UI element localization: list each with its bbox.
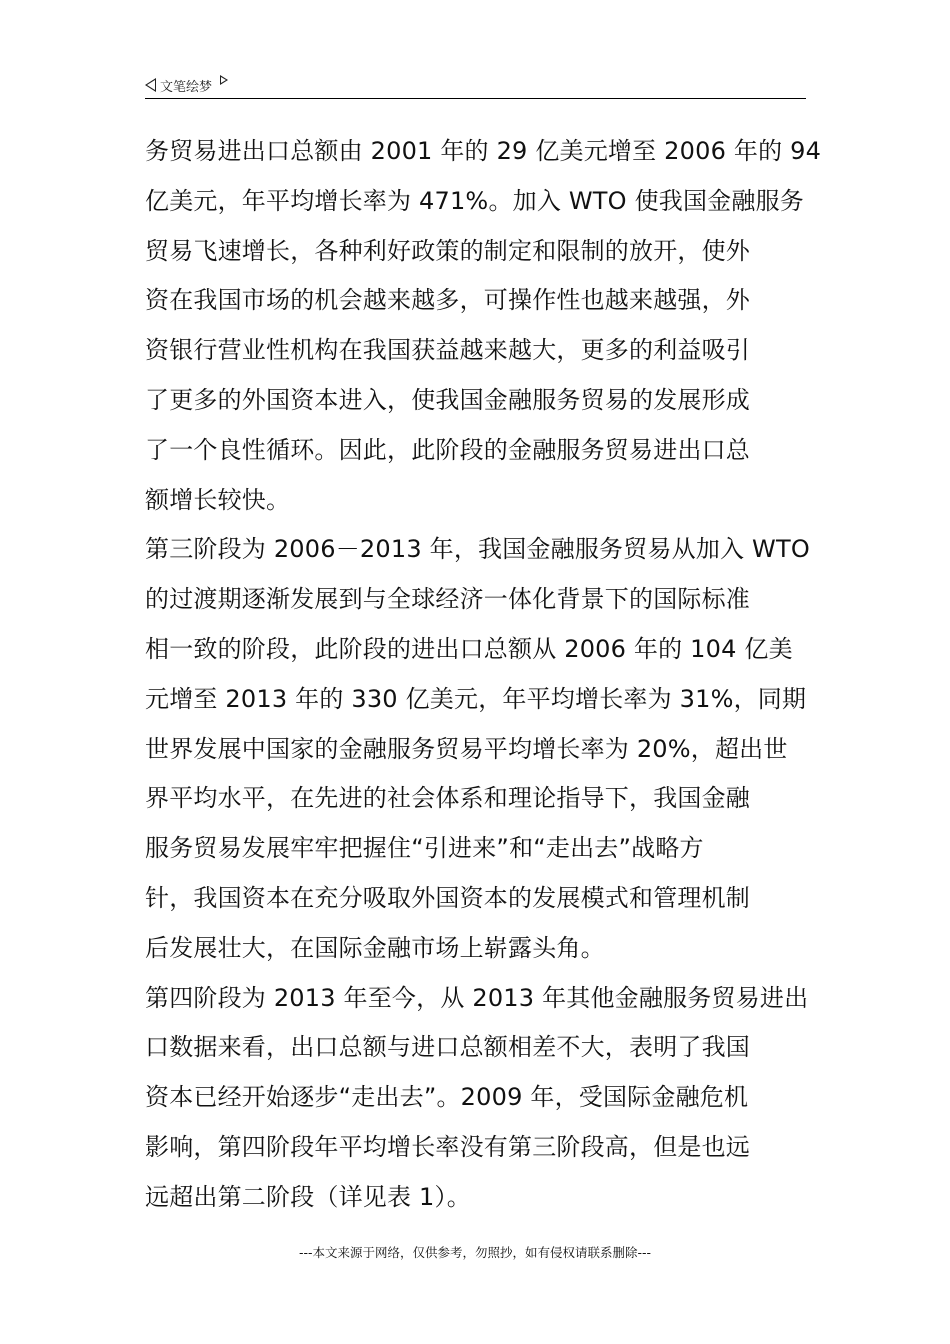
text-line: 额增长较快。 bbox=[145, 485, 291, 514]
text-line: 世界发展中国家的金融服务贸易平均增长率为 20%，超出世 bbox=[145, 734, 788, 763]
text-line: 第四阶段为 2013 年至今，从 2013 年其他金融服务贸易进出 bbox=[145, 983, 809, 1012]
text-line: 后发展壮大，在国际金融市场上崭露头角。 bbox=[145, 933, 605, 962]
text-line: 相一致的阶段，此阶段的进出口总额从 2006 年的 104 亿美 bbox=[145, 634, 793, 663]
body-text bbox=[145, 127, 822, 1223]
text-line: 务贸易进出口总额由 2001 年的 29 亿美元增至 2006 年的 94 bbox=[145, 137, 822, 165]
header-title: 文笔绘梦 bbox=[160, 79, 213, 95]
header-divider bbox=[145, 98, 806, 99]
text-line: 界平均水平，在先进的社会体系和理论指导下，我国金融 bbox=[145, 784, 750, 813]
text-line: 资银行营业性机构在我国获益越来越大，更多的利益吸引 bbox=[145, 336, 750, 365]
text-line: 第三阶段为 2006－2013 年，我国金融服务贸易从加入 WTO bbox=[145, 535, 810, 564]
text-line: 口数据来看，出口总额与进口总额相差不大，表明了我国 bbox=[145, 1033, 750, 1062]
text-line: 资本已经开始逐步“走出去”。2009 年，受国际金融危机 bbox=[145, 1083, 749, 1112]
text-line: 的过渡期逐渐发展到与全球经济一体化背景下的国际标准 bbox=[145, 585, 750, 614]
triangle-left-icon bbox=[145, 78, 156, 92]
text-line: 影响，第四阶段年平均增长率没有第三阶段高，但是也远 bbox=[145, 1132, 750, 1161]
text-line: 元增至 2013 年的 330 亿美元，年平均增长率为 31%，同期 bbox=[145, 684, 807, 713]
text-line: 了更多的外国资本进入，使我国金融服务贸易的发展形成 bbox=[145, 385, 750, 414]
text-line: 远超出第二阶段（详见表 1）。 bbox=[145, 1182, 471, 1211]
text-line: 亿美元，年平均增长率为 471%。加入 WTO 使我国金融服务 bbox=[145, 186, 804, 215]
text-line: 了一个良性循环。因此，此阶段的金融服务贸易进出口总 bbox=[145, 435, 750, 464]
text-line: 针，我国资本在充分吸取外国资本的发展模式和管理机制 bbox=[145, 883, 750, 912]
page-footer: ---本文来源于网络，仅供参考，勿照抄，如有侵权请联系删除--- bbox=[298, 1245, 652, 1260]
triangle-right-icon bbox=[220, 75, 228, 85]
text-line: 资在我国市场的机会越来越多，可操作性也越来越强，外 bbox=[145, 286, 750, 315]
page-header bbox=[145, 74, 228, 96]
text-line: 贸易飞速增长，各种利好政策的制定和限制的放开，使外 bbox=[145, 236, 750, 265]
text-line: 服务贸易发展牢牢把握住“引进来”和“走出去”战略方 bbox=[145, 834, 704, 863]
